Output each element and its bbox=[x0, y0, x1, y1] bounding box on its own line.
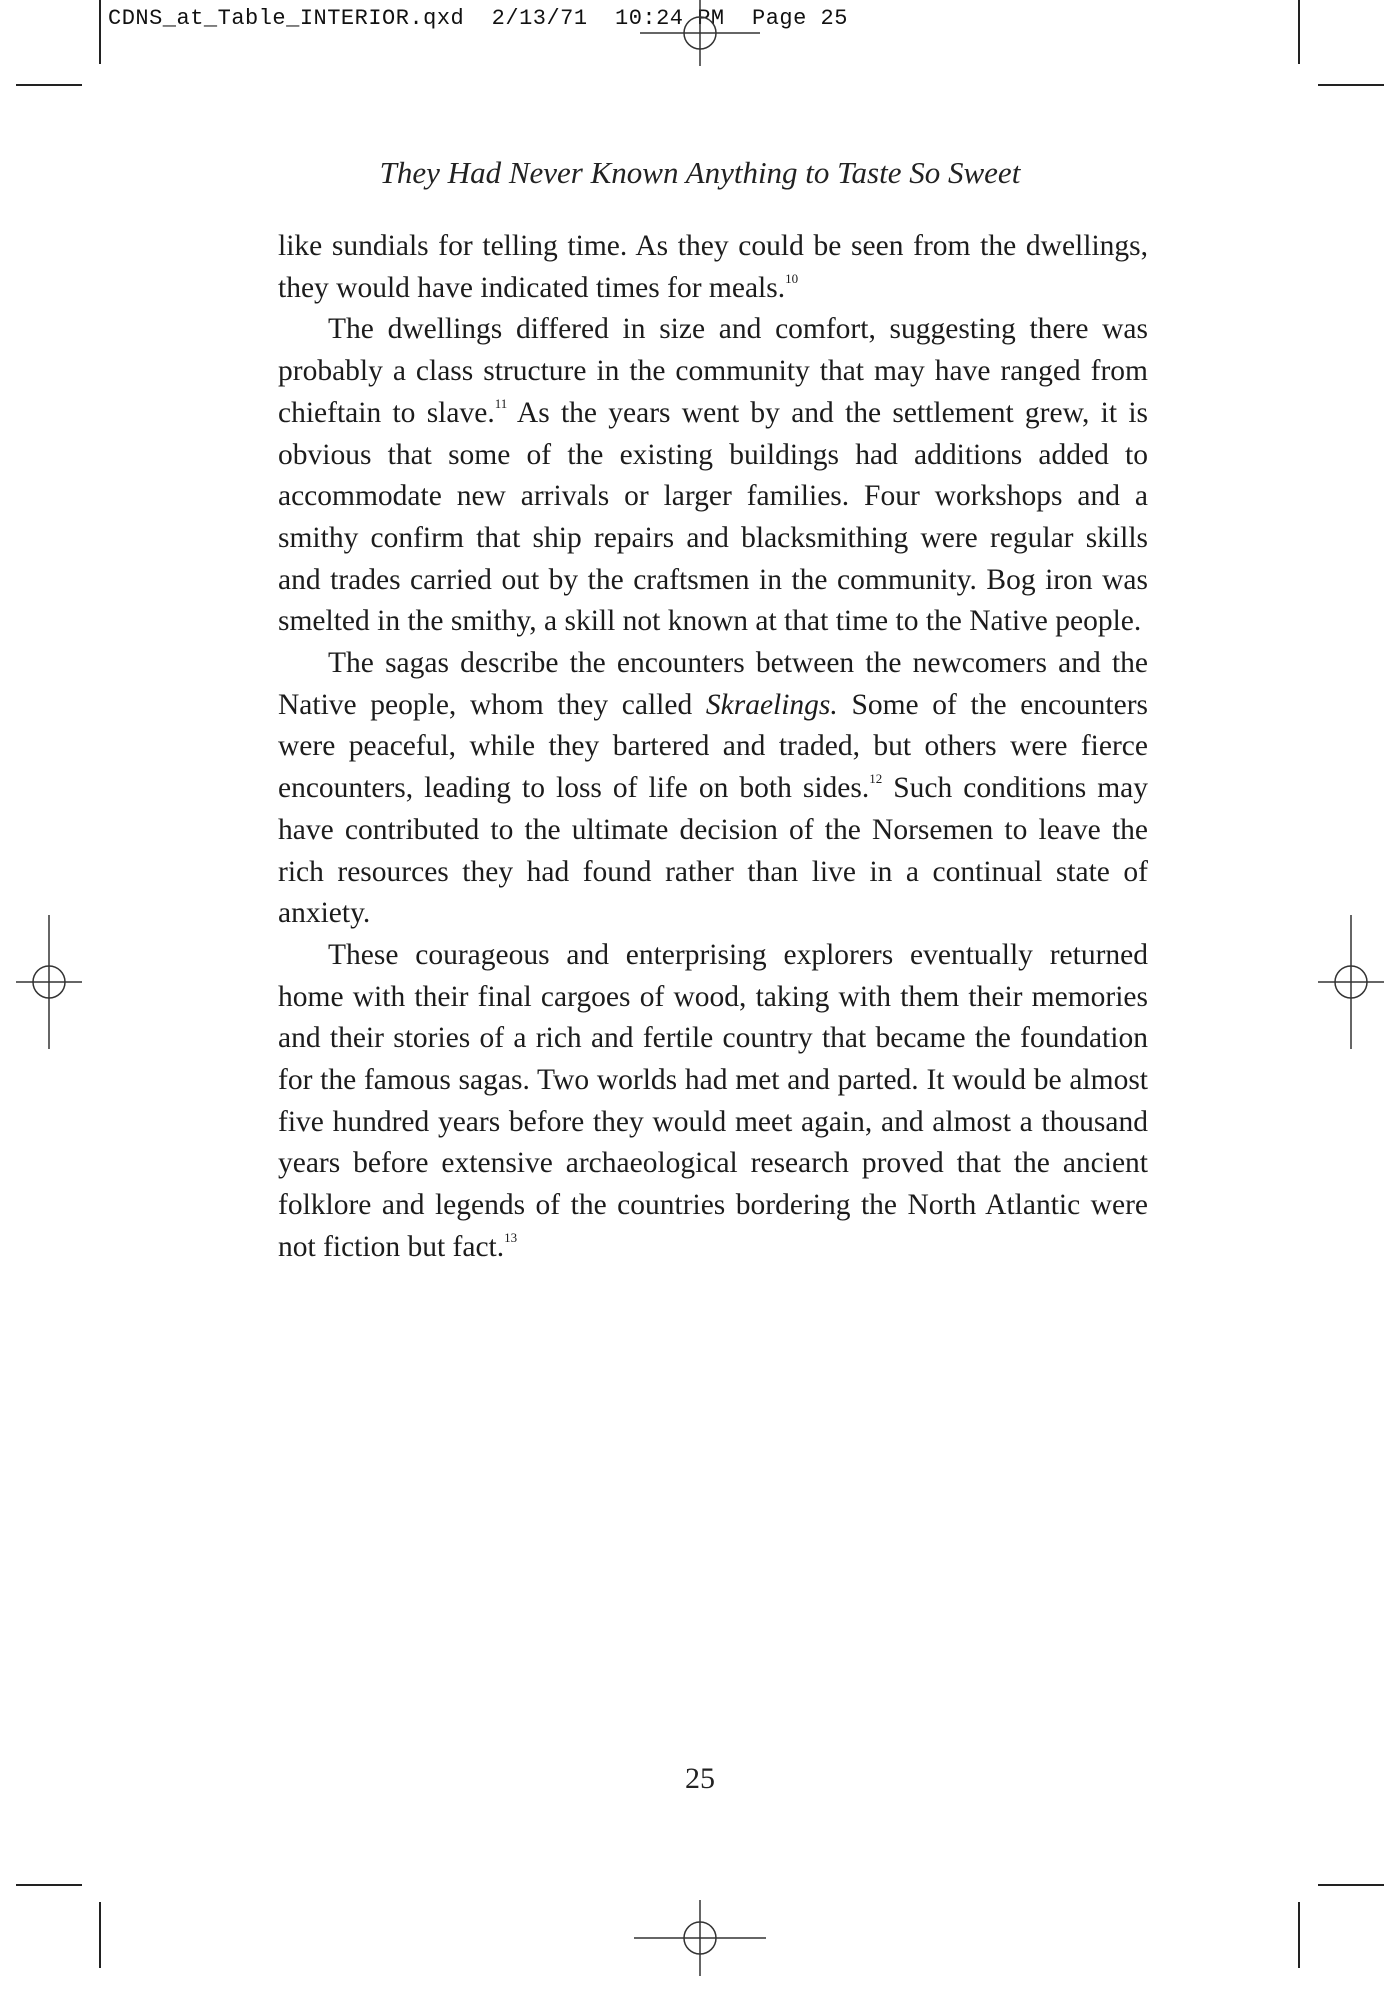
registration-mark-bottom bbox=[630, 1900, 770, 1976]
crop-mark-top-right-horizontal bbox=[1318, 84, 1384, 86]
crop-mark-top-left-vertical bbox=[99, 0, 101, 64]
paragraph-text: The sagas describe the encounters between the newcomers and the Native people, whom they called bbox=[278, 647, 1148, 721]
paragraph-text: These courageous and enterprising explorers eventually returned home with their final cargoes of wood, taking with them their memories and their stories of a rich and fertile country that became the foundation for the famous sagas. Two worlds had met and parted. It would be almost five hundred years before they would meet again, and almost a thousand years before extensive archaeological research proved that the ancient folklore and legends of the countries bordering the North Atlantic were not fiction but fact. bbox=[278, 938, 1148, 1263]
body-text bbox=[278, 226, 1148, 1269]
italic-term: Skraelings. bbox=[705, 688, 838, 721]
slug-date: 2/13/71 bbox=[491, 6, 588, 31]
crop-mark-bottom-left-vertical bbox=[99, 1902, 101, 1968]
paragraph-text: Such conditions may have contributed to the ultimate decision of the Norsemen to leave the rich resources they had found rather than live in a continual state of anxiety. bbox=[278, 772, 1149, 930]
crop-mark-top-right-vertical bbox=[1298, 0, 1300, 64]
crop-mark-bottom-left-horizontal bbox=[16, 1884, 82, 1886]
printer-slug bbox=[108, 6, 848, 31]
slug-time: 10:24 PM bbox=[615, 6, 725, 31]
page-number: 25 bbox=[685, 1762, 715, 1795]
paragraph bbox=[278, 226, 1148, 309]
footnote-marker: 11 bbox=[494, 395, 508, 411]
paragraph-text: Some of the encounters were peaceful, while they bartered and traded, but others were fierce encounters, leading to loss of life on both sides. bbox=[278, 688, 1148, 805]
paragraph bbox=[278, 643, 1148, 935]
paragraph-text: like sundials for telling time. As they could be seen from the dwellings, they would have indicated times for meals. bbox=[278, 230, 1148, 304]
crop-mark-bottom-right-vertical bbox=[1298, 1902, 1300, 1968]
paragraph-text: The dwellings differed in size and comfort, suggesting there was probably a class structure in the community that may have ranged from chieftain to slave. bbox=[278, 313, 1148, 429]
paragraph bbox=[278, 309, 1148, 643]
crop-mark-top-left-horizontal bbox=[16, 84, 82, 86]
paragraph-text: As the years went by and the settlement grew, it is obvious that some of the existing buildings had additions added to accommodate new arrivals or larger families. Four workshops and a smithy confirm that ship repairs and blacksmithing were regular skills and trades carried out by the craftsmen in the community. Bog iron was smelted in the smithy, a skill not known at that time to the Native people. bbox=[278, 396, 1148, 638]
footnote-marker: 10 bbox=[785, 270, 799, 286]
running-head: They Had Never Known Anything to Taste So Sweet bbox=[379, 155, 1021, 190]
footnote-marker: 13 bbox=[504, 1229, 518, 1245]
slug-page-label: Page 25 bbox=[752, 6, 848, 31]
slug-filename: CDNS_at_Table_INTERIOR.qxd bbox=[108, 6, 465, 31]
crop-mark-bottom-right-horizontal bbox=[1318, 1884, 1384, 1886]
footnote-marker: 12 bbox=[869, 771, 883, 787]
paragraph bbox=[278, 935, 1148, 1269]
registration-mark-right bbox=[1318, 915, 1384, 1049]
registration-mark-left bbox=[16, 915, 82, 1049]
